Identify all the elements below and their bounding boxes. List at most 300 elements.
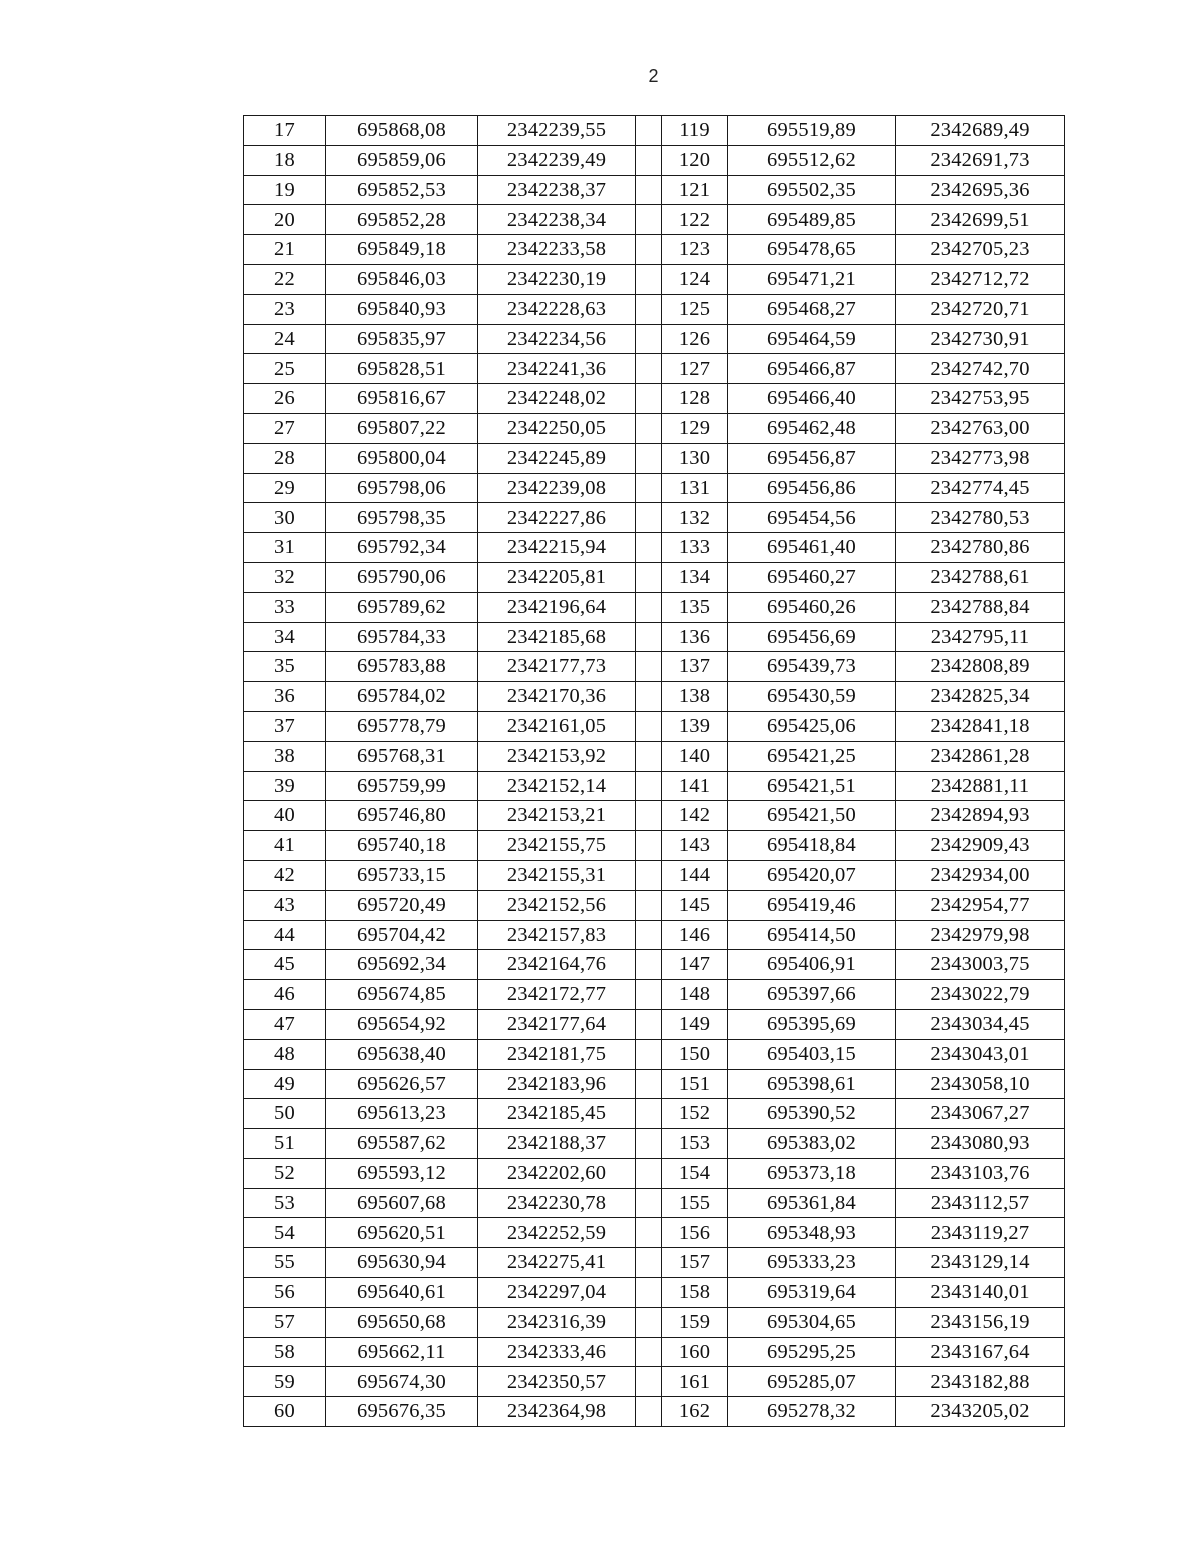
right-x-coordinate-cell: 695373,18: [728, 1158, 896, 1188]
right-point-number-cell: 143: [662, 831, 728, 861]
left-point-number-cell: 37: [244, 711, 326, 741]
right-x-coordinate-cell: 695425,06: [728, 711, 896, 741]
right-y-coordinate-cell: 2343043,01: [896, 1039, 1065, 1069]
right-point-number-cell: 124: [662, 264, 728, 294]
left-x-coordinate-cell: 695846,03: [326, 264, 478, 294]
left-point-number-cell: 20: [244, 205, 326, 235]
right-point-number-cell: 161: [662, 1367, 728, 1397]
left-y-coordinate-cell: 2342153,92: [478, 741, 636, 771]
right-y-coordinate-cell: 2342695,36: [896, 175, 1065, 205]
left-x-coordinate-cell: 695704,42: [326, 920, 478, 950]
right-point-number-cell: 125: [662, 294, 728, 324]
right-y-coordinate-cell: 2342742,70: [896, 354, 1065, 384]
right-point-number-cell: 136: [662, 622, 728, 652]
column-gap-cell: [636, 1158, 662, 1188]
right-y-coordinate-cell: 2342934,00: [896, 860, 1065, 890]
table-row: [244, 145, 1065, 175]
right-y-coordinate-cell: 2342894,93: [896, 801, 1065, 831]
left-y-coordinate-cell: 2342275,41: [478, 1248, 636, 1278]
right-point-number-cell: 154: [662, 1158, 728, 1188]
column-gap-cell: [636, 145, 662, 175]
left-point-number-cell: 60: [244, 1397, 326, 1427]
left-point-number-cell: 46: [244, 980, 326, 1010]
right-point-number-cell: 160: [662, 1337, 728, 1367]
left-y-coordinate-cell: 2342239,49: [478, 145, 636, 175]
left-point-number-cell: 19: [244, 175, 326, 205]
table-row: [244, 503, 1065, 533]
table-row: [244, 413, 1065, 443]
left-x-coordinate-cell: 695674,85: [326, 980, 478, 1010]
left-y-coordinate-cell: 2342350,57: [478, 1367, 636, 1397]
right-point-number-cell: 140: [662, 741, 728, 771]
right-y-coordinate-cell: 2342730,91: [896, 324, 1065, 354]
column-gap-cell: [636, 294, 662, 324]
right-x-coordinate-cell: 695464,59: [728, 324, 896, 354]
right-y-coordinate-cell: 2343080,93: [896, 1129, 1065, 1159]
column-gap-cell: [636, 1367, 662, 1397]
table-row: [244, 443, 1065, 473]
left-point-number-cell: 58: [244, 1337, 326, 1367]
table-row: [244, 562, 1065, 592]
right-x-coordinate-cell: 695466,40: [728, 384, 896, 414]
column-gap-cell: [636, 890, 662, 920]
left-point-number-cell: 42: [244, 860, 326, 890]
left-y-coordinate-cell: 2342227,86: [478, 503, 636, 533]
left-point-number-cell: 17: [244, 116, 326, 146]
right-x-coordinate-cell: 695502,35: [728, 175, 896, 205]
right-x-coordinate-cell: 695430,59: [728, 682, 896, 712]
right-x-coordinate-cell: 695421,25: [728, 741, 896, 771]
table-row: [244, 980, 1065, 1010]
right-point-number-cell: 145: [662, 890, 728, 920]
left-y-coordinate-cell: 2342152,56: [478, 890, 636, 920]
right-point-number-cell: 137: [662, 652, 728, 682]
left-x-coordinate-cell: 695816,67: [326, 384, 478, 414]
right-y-coordinate-cell: 2343205,02: [896, 1397, 1065, 1427]
right-point-number-cell: 144: [662, 860, 728, 890]
left-x-coordinate-cell: 695778,79: [326, 711, 478, 741]
table-row: [244, 175, 1065, 205]
left-point-number-cell: 38: [244, 741, 326, 771]
table-row: [244, 1278, 1065, 1308]
left-point-number-cell: 56: [244, 1278, 326, 1308]
table-row: [244, 741, 1065, 771]
right-x-coordinate-cell: 695398,61: [728, 1069, 896, 1099]
right-x-coordinate-cell: 695295,25: [728, 1337, 896, 1367]
right-y-coordinate-cell: 2342763,00: [896, 413, 1065, 443]
left-x-coordinate-cell: 695840,93: [326, 294, 478, 324]
left-y-coordinate-cell: 2342161,05: [478, 711, 636, 741]
right-y-coordinate-cell: 2343103,76: [896, 1158, 1065, 1188]
left-x-coordinate-cell: 695626,57: [326, 1069, 478, 1099]
left-point-number-cell: 43: [244, 890, 326, 920]
right-x-coordinate-cell: 695333,23: [728, 1248, 896, 1278]
right-point-number-cell: 159: [662, 1307, 728, 1337]
left-point-number-cell: 45: [244, 950, 326, 980]
right-point-number-cell: 128: [662, 384, 728, 414]
right-y-coordinate-cell: 2343167,64: [896, 1337, 1065, 1367]
left-x-coordinate-cell: 695798,35: [326, 503, 478, 533]
right-x-coordinate-cell: 695304,65: [728, 1307, 896, 1337]
right-x-coordinate-cell: 695460,26: [728, 592, 896, 622]
column-gap-cell: [636, 950, 662, 980]
left-x-coordinate-cell: 695662,11: [326, 1337, 478, 1367]
right-y-coordinate-cell: 2343003,75: [896, 950, 1065, 980]
right-point-number-cell: 153: [662, 1129, 728, 1159]
column-gap-cell: [636, 116, 662, 146]
left-x-coordinate-cell: 695759,99: [326, 771, 478, 801]
table-row: [244, 592, 1065, 622]
column-gap-cell: [636, 1069, 662, 1099]
left-y-coordinate-cell: 2342364,98: [478, 1397, 636, 1427]
left-y-coordinate-cell: 2342230,78: [478, 1188, 636, 1218]
column-gap-cell: [636, 562, 662, 592]
left-point-number-cell: 21: [244, 235, 326, 265]
table-row: [244, 1188, 1065, 1218]
left-point-number-cell: 34: [244, 622, 326, 652]
column-gap-cell: [636, 1278, 662, 1308]
column-gap-cell: [636, 443, 662, 473]
right-y-coordinate-cell: 2343034,45: [896, 1009, 1065, 1039]
right-x-coordinate-cell: 695462,48: [728, 413, 896, 443]
table-row: [244, 1218, 1065, 1248]
column-gap-cell: [636, 652, 662, 682]
right-point-number-cell: 141: [662, 771, 728, 801]
column-gap-cell: [636, 682, 662, 712]
right-x-coordinate-cell: 695361,84: [728, 1188, 896, 1218]
right-y-coordinate-cell: 2342712,72: [896, 264, 1065, 294]
right-point-number-cell: 135: [662, 592, 728, 622]
right-x-coordinate-cell: 695285,07: [728, 1367, 896, 1397]
right-point-number-cell: 158: [662, 1278, 728, 1308]
left-x-coordinate-cell: 695630,94: [326, 1248, 478, 1278]
column-gap-cell: [636, 860, 662, 890]
left-point-number-cell: 39: [244, 771, 326, 801]
left-point-number-cell: 23: [244, 294, 326, 324]
left-y-coordinate-cell: 2342155,75: [478, 831, 636, 861]
left-x-coordinate-cell: 695828,51: [326, 354, 478, 384]
right-y-coordinate-cell: 2342705,23: [896, 235, 1065, 265]
right-x-coordinate-cell: 695466,87: [728, 354, 896, 384]
column-gap-cell: [636, 264, 662, 294]
right-point-number-cell: 152: [662, 1099, 728, 1129]
right-y-coordinate-cell: 2342909,43: [896, 831, 1065, 861]
right-y-coordinate-cell: 2342780,86: [896, 533, 1065, 563]
left-x-coordinate-cell: 695640,61: [326, 1278, 478, 1308]
left-y-coordinate-cell: 2342316,39: [478, 1307, 636, 1337]
right-y-coordinate-cell: 2342881,11: [896, 771, 1065, 801]
right-point-number-cell: 131: [662, 473, 728, 503]
right-x-coordinate-cell: 695278,32: [728, 1397, 896, 1427]
table-row: [244, 1307, 1065, 1337]
left-y-coordinate-cell: 2342234,56: [478, 324, 636, 354]
right-x-coordinate-cell: 695468,27: [728, 294, 896, 324]
right-x-coordinate-cell: 695454,56: [728, 503, 896, 533]
left-point-number-cell: 36: [244, 682, 326, 712]
column-gap-cell: [636, 592, 662, 622]
table-row: [244, 235, 1065, 265]
left-x-coordinate-cell: 695674,30: [326, 1367, 478, 1397]
right-y-coordinate-cell: 2342780,53: [896, 503, 1065, 533]
column-gap-cell: [636, 1099, 662, 1129]
table-row: [244, 264, 1065, 294]
left-point-number-cell: 22: [244, 264, 326, 294]
right-y-coordinate-cell: 2342689,49: [896, 116, 1065, 146]
left-x-coordinate-cell: 695784,33: [326, 622, 478, 652]
right-point-number-cell: 126: [662, 324, 728, 354]
left-x-coordinate-cell: 695859,06: [326, 145, 478, 175]
column-gap-cell: [636, 473, 662, 503]
left-y-coordinate-cell: 2342215,94: [478, 533, 636, 563]
table-row: [244, 920, 1065, 950]
table-row: [244, 1099, 1065, 1129]
left-y-coordinate-cell: 2342233,58: [478, 235, 636, 265]
table-row: [244, 1367, 1065, 1397]
left-y-coordinate-cell: 2342333,46: [478, 1337, 636, 1367]
left-point-number-cell: 41: [244, 831, 326, 861]
right-x-coordinate-cell: 695319,64: [728, 1278, 896, 1308]
right-point-number-cell: 120: [662, 145, 728, 175]
left-y-coordinate-cell: 2342248,02: [478, 384, 636, 414]
left-y-coordinate-cell: 2342205,81: [478, 562, 636, 592]
left-y-coordinate-cell: 2342241,36: [478, 354, 636, 384]
right-x-coordinate-cell: 695406,91: [728, 950, 896, 980]
right-x-coordinate-cell: 695420,07: [728, 860, 896, 890]
column-gap-cell: [636, 980, 662, 1010]
right-y-coordinate-cell: 2342788,84: [896, 592, 1065, 622]
column-gap-cell: [636, 384, 662, 414]
right-y-coordinate-cell: 2343156,19: [896, 1307, 1065, 1337]
left-x-coordinate-cell: 695733,15: [326, 860, 478, 890]
right-x-coordinate-cell: 695421,51: [728, 771, 896, 801]
left-y-coordinate-cell: 2342228,63: [478, 294, 636, 324]
right-x-coordinate-cell: 695348,93: [728, 1218, 896, 1248]
left-y-coordinate-cell: 2342297,04: [478, 1278, 636, 1308]
table-row: [244, 1009, 1065, 1039]
left-x-coordinate-cell: 695768,31: [326, 741, 478, 771]
left-point-number-cell: 55: [244, 1248, 326, 1278]
table-row: [244, 294, 1065, 324]
table-row: [244, 473, 1065, 503]
right-y-coordinate-cell: 2342774,45: [896, 473, 1065, 503]
right-x-coordinate-cell: 695456,87: [728, 443, 896, 473]
right-y-coordinate-cell: 2342954,77: [896, 890, 1065, 920]
left-x-coordinate-cell: 695650,68: [326, 1307, 478, 1337]
table-row: [244, 801, 1065, 831]
right-y-coordinate-cell: 2342825,34: [896, 682, 1065, 712]
left-x-coordinate-cell: 695620,51: [326, 1218, 478, 1248]
left-point-number-cell: 54: [244, 1218, 326, 1248]
table-row: [244, 652, 1065, 682]
column-gap-cell: [636, 413, 662, 443]
left-y-coordinate-cell: 2342250,05: [478, 413, 636, 443]
left-point-number-cell: 30: [244, 503, 326, 533]
left-y-coordinate-cell: 2342155,31: [478, 860, 636, 890]
table-row: [244, 860, 1065, 890]
right-x-coordinate-cell: 695512,62: [728, 145, 896, 175]
left-point-number-cell: 48: [244, 1039, 326, 1069]
right-point-number-cell: 133: [662, 533, 728, 563]
column-gap-cell: [636, 771, 662, 801]
table-row: [244, 950, 1065, 980]
left-x-coordinate-cell: 695807,22: [326, 413, 478, 443]
left-x-coordinate-cell: 695792,34: [326, 533, 478, 563]
column-gap-cell: [636, 354, 662, 384]
left-x-coordinate-cell: 695613,23: [326, 1099, 478, 1129]
left-y-coordinate-cell: 2342181,75: [478, 1039, 636, 1069]
left-y-coordinate-cell: 2342152,14: [478, 771, 636, 801]
column-gap-cell: [636, 920, 662, 950]
table-row: [244, 771, 1065, 801]
left-point-number-cell: 33: [244, 592, 326, 622]
left-y-coordinate-cell: 2342196,64: [478, 592, 636, 622]
right-y-coordinate-cell: 2342691,73: [896, 145, 1065, 175]
column-gap-cell: [636, 235, 662, 265]
right-point-number-cell: 134: [662, 562, 728, 592]
left-x-coordinate-cell: 695868,08: [326, 116, 478, 146]
left-point-number-cell: 24: [244, 324, 326, 354]
left-point-number-cell: 49: [244, 1069, 326, 1099]
left-y-coordinate-cell: 2342177,64: [478, 1009, 636, 1039]
left-point-number-cell: 53: [244, 1188, 326, 1218]
left-x-coordinate-cell: 695676,35: [326, 1397, 478, 1427]
left-point-number-cell: 44: [244, 920, 326, 950]
table-row: [244, 1039, 1065, 1069]
right-point-number-cell: 148: [662, 980, 728, 1010]
left-x-coordinate-cell: 695746,80: [326, 801, 478, 831]
right-y-coordinate-cell: 2343112,57: [896, 1188, 1065, 1218]
right-point-number-cell: 123: [662, 235, 728, 265]
right-point-number-cell: 156: [662, 1218, 728, 1248]
column-gap-cell: [636, 741, 662, 771]
right-y-coordinate-cell: 2342720,71: [896, 294, 1065, 324]
left-y-coordinate-cell: 2342157,83: [478, 920, 636, 950]
table-row: [244, 1248, 1065, 1278]
column-gap-cell: [636, 1009, 662, 1039]
column-gap-cell: [636, 1307, 662, 1337]
right-point-number-cell: 162: [662, 1397, 728, 1427]
right-y-coordinate-cell: 2342795,11: [896, 622, 1065, 652]
page-number: 2: [648, 66, 659, 86]
right-y-coordinate-cell: 2343058,10: [896, 1069, 1065, 1099]
right-y-coordinate-cell: 2343067,27: [896, 1099, 1065, 1129]
right-x-coordinate-cell: 695421,50: [728, 801, 896, 831]
left-y-coordinate-cell: 2342153,21: [478, 801, 636, 831]
table-row: [244, 205, 1065, 235]
table-row: [244, 533, 1065, 563]
right-x-coordinate-cell: 695519,89: [728, 116, 896, 146]
right-x-coordinate-cell: 695489,85: [728, 205, 896, 235]
right-y-coordinate-cell: 2342808,89: [896, 652, 1065, 682]
right-point-number-cell: 119: [662, 116, 728, 146]
right-x-coordinate-cell: 695383,02: [728, 1129, 896, 1159]
table-row: [244, 354, 1065, 384]
left-y-coordinate-cell: 2342183,96: [478, 1069, 636, 1099]
right-y-coordinate-cell: 2342788,61: [896, 562, 1065, 592]
right-x-coordinate-cell: 695471,21: [728, 264, 896, 294]
left-point-number-cell: 47: [244, 1009, 326, 1039]
right-y-coordinate-cell: 2343119,27: [896, 1218, 1065, 1248]
column-gap-cell: [636, 1337, 662, 1367]
left-x-coordinate-cell: 695798,06: [326, 473, 478, 503]
right-x-coordinate-cell: 695390,52: [728, 1099, 896, 1129]
left-y-coordinate-cell: 2342230,19: [478, 264, 636, 294]
left-x-coordinate-cell: 695849,18: [326, 235, 478, 265]
column-gap-cell: [636, 831, 662, 861]
right-point-number-cell: 146: [662, 920, 728, 950]
left-point-number-cell: 57: [244, 1307, 326, 1337]
right-point-number-cell: 130: [662, 443, 728, 473]
column-gap-cell: [636, 1248, 662, 1278]
left-point-number-cell: 35: [244, 652, 326, 682]
right-point-number-cell: 122: [662, 205, 728, 235]
right-point-number-cell: 127: [662, 354, 728, 384]
left-x-coordinate-cell: 695784,02: [326, 682, 478, 712]
left-point-number-cell: 25: [244, 354, 326, 384]
right-x-coordinate-cell: 695456,69: [728, 622, 896, 652]
right-point-number-cell: 150: [662, 1039, 728, 1069]
left-x-coordinate-cell: 695607,68: [326, 1188, 478, 1218]
table-row: [244, 384, 1065, 414]
left-x-coordinate-cell: 695692,34: [326, 950, 478, 980]
table-row: [244, 1129, 1065, 1159]
right-point-number-cell: 142: [662, 801, 728, 831]
left-x-coordinate-cell: 695720,49: [326, 890, 478, 920]
right-x-coordinate-cell: 695419,46: [728, 890, 896, 920]
left-x-coordinate-cell: 695852,53: [326, 175, 478, 205]
left-x-coordinate-cell: 695789,62: [326, 592, 478, 622]
column-gap-cell: [636, 205, 662, 235]
left-x-coordinate-cell: 695593,12: [326, 1158, 478, 1188]
left-x-coordinate-cell: 695835,97: [326, 324, 478, 354]
column-gap-cell: [636, 175, 662, 205]
right-point-number-cell: 157: [662, 1248, 728, 1278]
right-x-coordinate-cell: 695418,84: [728, 831, 896, 861]
left-y-coordinate-cell: 2342177,73: [478, 652, 636, 682]
left-y-coordinate-cell: 2342252,59: [478, 1218, 636, 1248]
left-point-number-cell: 52: [244, 1158, 326, 1188]
table-row: [244, 622, 1065, 652]
left-y-coordinate-cell: 2342164,76: [478, 950, 636, 980]
column-gap-cell: [636, 622, 662, 652]
column-gap-cell: [636, 1188, 662, 1218]
column-gap-cell: [636, 324, 662, 354]
left-point-number-cell: 59: [244, 1367, 326, 1397]
right-y-coordinate-cell: 2343182,88: [896, 1367, 1065, 1397]
right-x-coordinate-cell: 695478,65: [728, 235, 896, 265]
column-gap-cell: [636, 503, 662, 533]
column-gap-cell: [636, 1397, 662, 1427]
right-x-coordinate-cell: 695460,27: [728, 562, 896, 592]
left-x-coordinate-cell: 695852,28: [326, 205, 478, 235]
left-x-coordinate-cell: 695638,40: [326, 1039, 478, 1069]
right-point-number-cell: 149: [662, 1009, 728, 1039]
table-row: [244, 1069, 1065, 1099]
right-point-number-cell: 139: [662, 711, 728, 741]
table-row: [244, 1337, 1065, 1367]
right-y-coordinate-cell: 2342753,95: [896, 384, 1065, 414]
left-x-coordinate-cell: 695800,04: [326, 443, 478, 473]
right-point-number-cell: 132: [662, 503, 728, 533]
table-row: [244, 116, 1065, 146]
right-x-coordinate-cell: 695414,50: [728, 920, 896, 950]
left-y-coordinate-cell: 2342185,45: [478, 1099, 636, 1129]
left-point-number-cell: 28: [244, 443, 326, 473]
column-gap-cell: [636, 1039, 662, 1069]
left-x-coordinate-cell: 695783,88: [326, 652, 478, 682]
right-y-coordinate-cell: 2342861,28: [896, 741, 1065, 771]
left-point-number-cell: 32: [244, 562, 326, 592]
